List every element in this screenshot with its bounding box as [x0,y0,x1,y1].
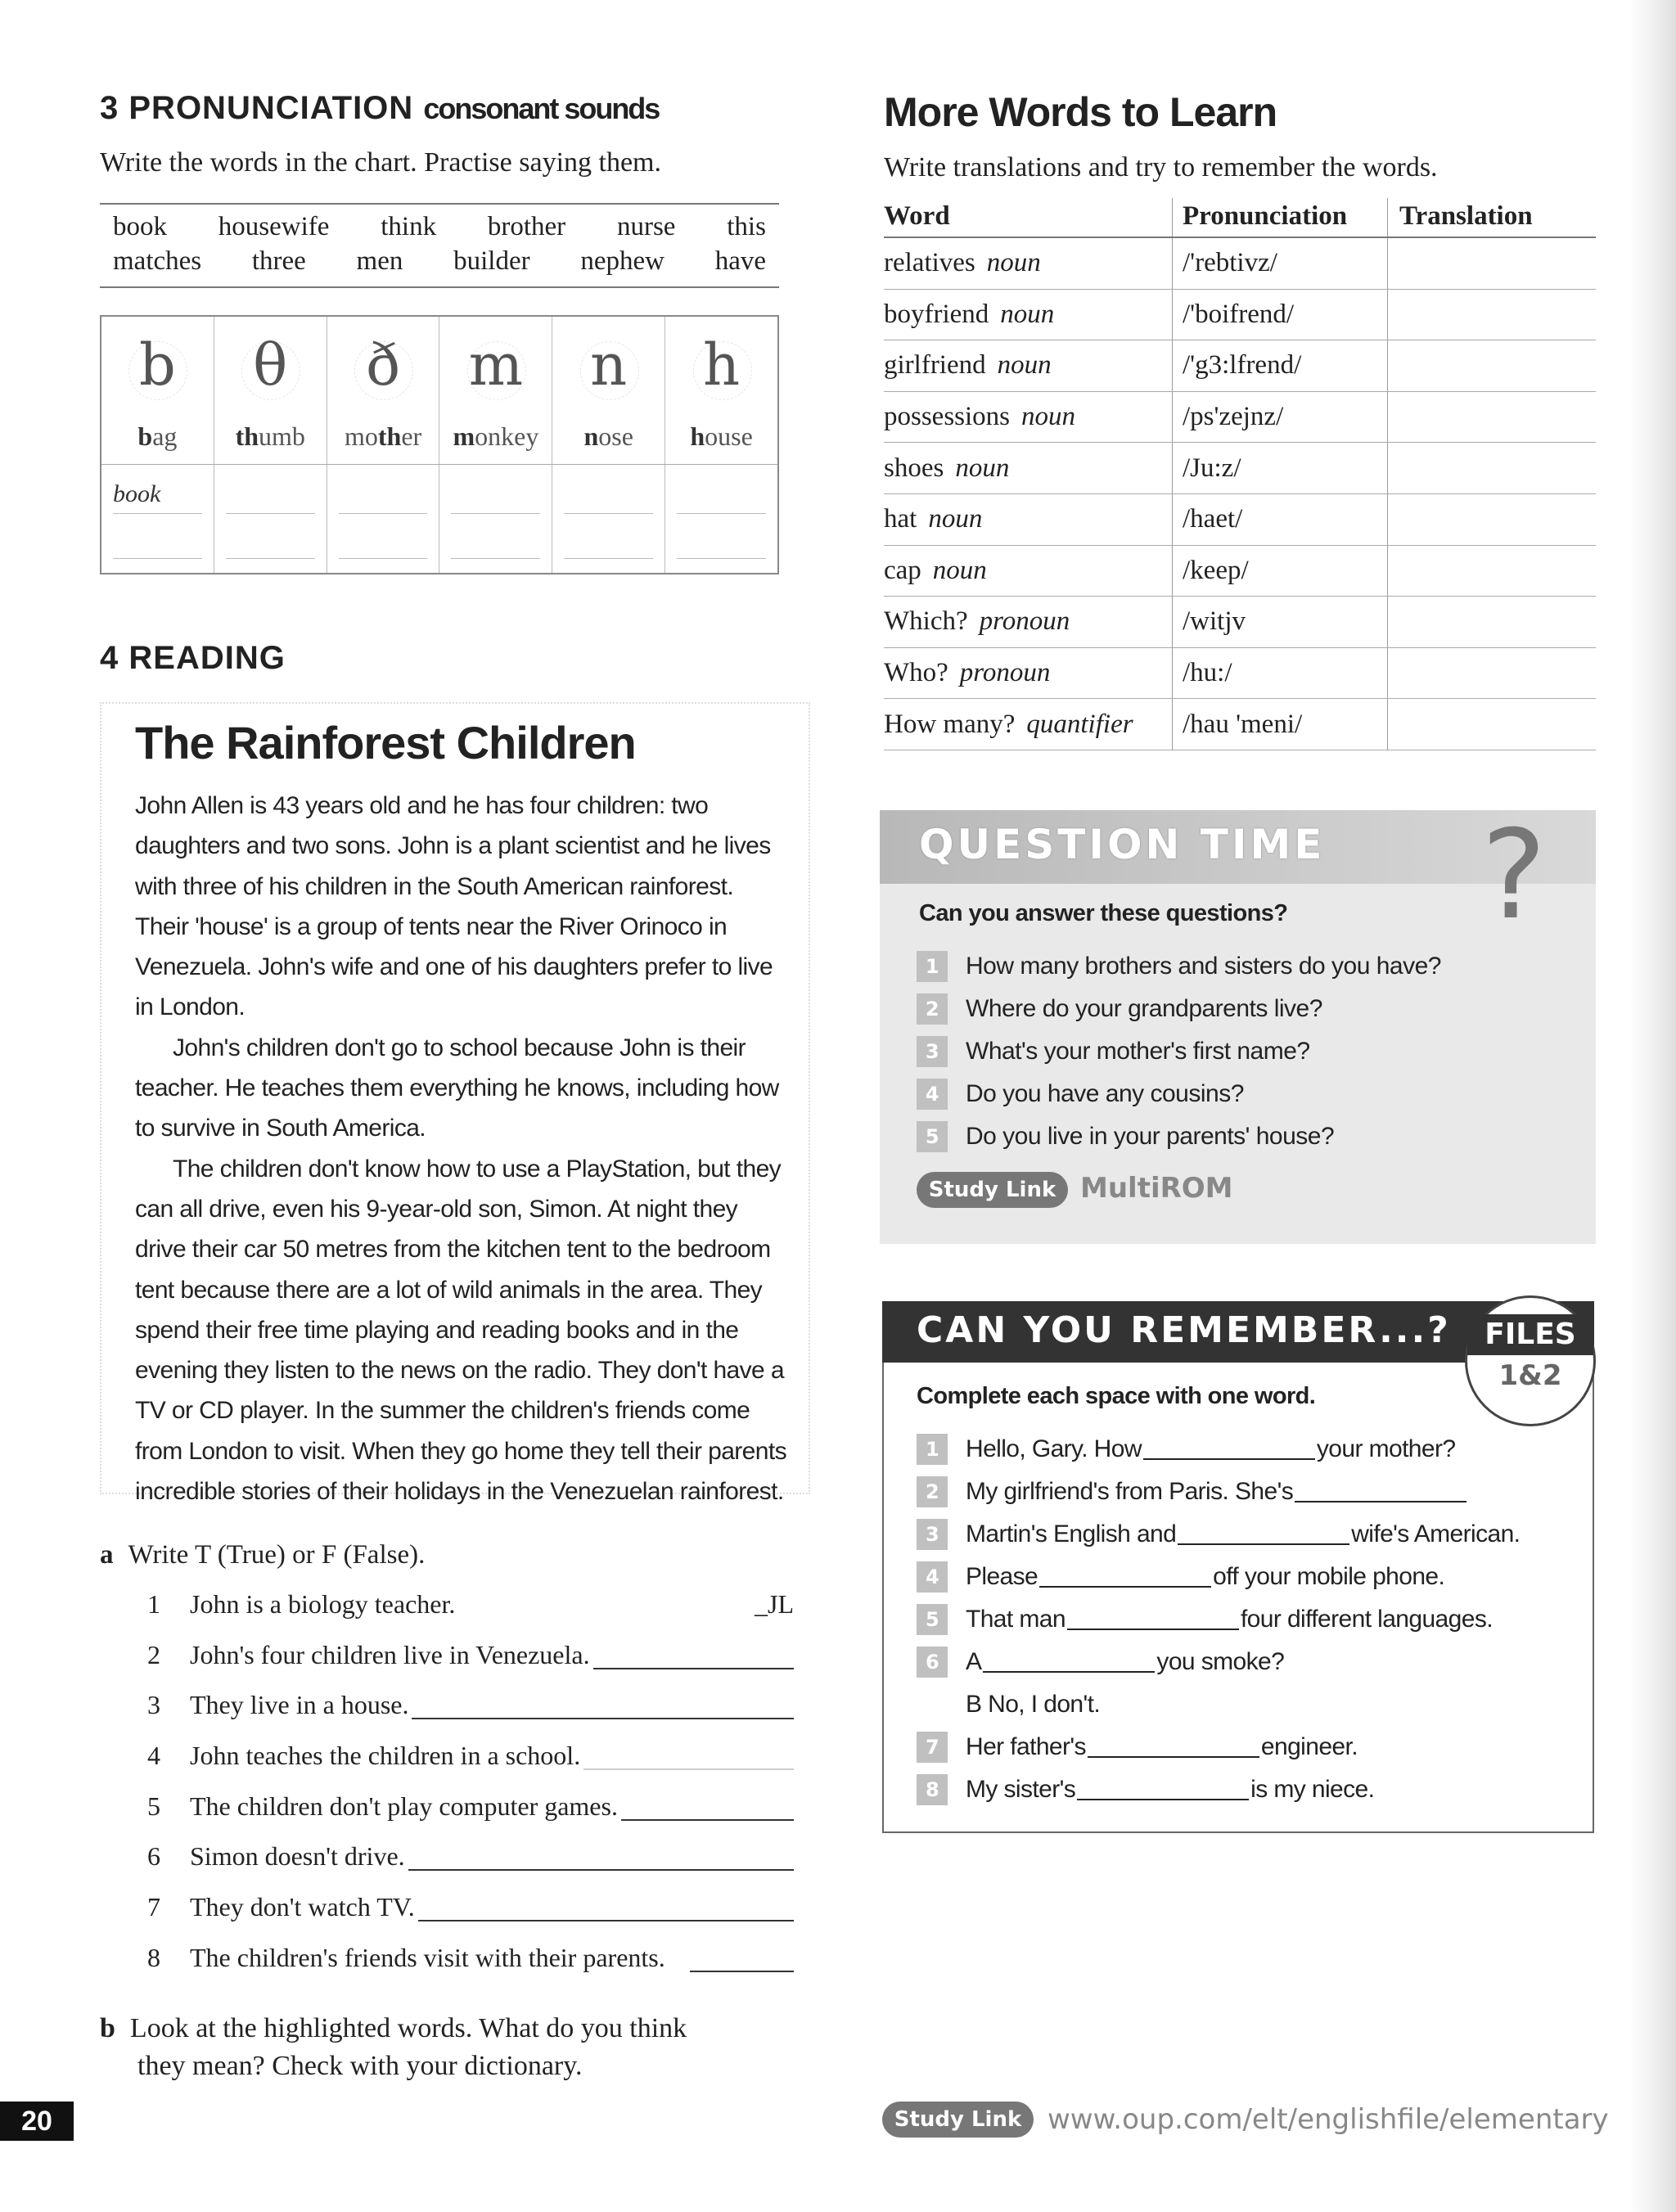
answer-cell[interactable] [564,558,653,559]
answer-cell[interactable] [339,558,428,559]
number-badge: 3 [917,1036,948,1067]
reading-text [135,786,790,1511]
item-text-after: off your mobile phone. [1213,1563,1445,1590]
word: three [251,246,306,276]
item-number: 5 [147,1791,160,1821]
list-item [917,1030,1441,1073]
item-number: 8 [147,1942,160,1972]
table-row [884,443,1596,494]
item-text: They live in a house. [190,1690,409,1720]
list-item [917,1768,1520,1811]
number-badge: 1 [917,951,948,982]
sound-example-word: house [690,421,753,451]
sound-chart [100,315,779,574]
sound-example-word: nose [583,421,633,451]
question-mark-icon: ? [1481,804,1547,947]
part-of-speech: pronoun [959,658,1051,688]
list-item [917,1598,1520,1641]
item-text: John is a biology teacher. [190,1589,456,1619]
number-badge: 5 [917,1604,948,1635]
part-of-speech: noun [1000,299,1055,329]
answer-blank[interactable] [1143,1439,1315,1460]
answer-blank[interactable] [1039,1566,1211,1588]
word: men [356,246,403,276]
item-text-before: B No, I don't. [966,1691,1101,1718]
question-time-subtitle: Can you answer these questions? [919,900,1288,926]
vocab-word: boyfriend [884,299,989,329]
translation-cell[interactable] [1388,493,1597,545]
pronunciation-cell: /Ju:z/ [1173,443,1388,494]
part-of-speech: noun [1021,402,1076,432]
answer-cell[interactable]: book [113,480,202,514]
tf-item [147,1943,794,1994]
files-badge-label: FILES [1467,1314,1593,1355]
answer-cell[interactable] [677,558,766,559]
answer-blank[interactable] [1077,1779,1249,1800]
table-row [884,237,1596,289]
completion-list [917,1428,1520,1811]
footer-url[interactable]: www.oup.com/elt/englishfile/elementary [1048,2103,1609,2136]
item-text-before: Hello, Gary. How [966,1435,1142,1462]
translation-cell[interactable] [1388,289,1597,340]
table-row [884,597,1596,648]
exercise-text: Write T (True) or F (False). [128,1540,426,1570]
pronunciation-heading [100,90,659,127]
item-text-before: Her father's [966,1733,1086,1760]
list-item [917,1641,1520,1683]
item-text-after: engineer. [1260,1733,1358,1760]
list-item [917,1073,1441,1115]
answer-line[interactable] [583,1741,794,1770]
translation-cell[interactable] [1388,597,1597,648]
item-number: 3 [147,1690,160,1720]
tf-item [147,1589,794,1640]
pronunciation-cell: /ps'zejnz/ [1173,391,1388,443]
word: this [727,212,766,241]
multirom-label: MultiROM [1080,1172,1233,1205]
exercise-letter: a [100,1540,114,1570]
vocab-word: How many? [884,709,1016,739]
translation-cell[interactable] [1388,699,1597,750]
list-item [917,1471,1520,1513]
tf-item [147,1841,794,1892]
part-of-speech: noun [986,248,1041,278]
tf-item [147,1741,794,1791]
reading-heading [100,640,286,677]
answer-line[interactable] [690,1943,794,1972]
exercise-a-instruction [100,1540,425,1570]
table-header-row [884,198,1596,237]
sound-column-nose [552,317,665,573]
section-number: 3 [100,90,119,126]
word: builder [453,246,530,276]
exercise-text: Look at the highlighted words. What do you think [129,2013,687,2043]
column-header: Word [884,198,1173,237]
answer-cell[interactable] [677,480,766,514]
reading-paragraph: The children don't know how to use a PlayStation, but they can all drive, even his 9-year-old son, Simon. At night they drive their car 50 metres from the kitchen tent to the bedroom tent because there are a lot of wild animals in the area. They spend their free time playing and reading books and in the evening they listen to the news on the radio. They don't have a TV or CD player. In the summer the children's friends come from London to visit. When they go home they tell their parents incredible stories of their holidays in the Venezuelan rainforest. [135,1155,786,1506]
vocab-word: girlfriend [884,350,986,381]
sound-column-thumb [214,317,327,573]
study-link-badge: Study Link [882,2102,1034,2138]
answer-line[interactable] [621,1791,794,1821]
number-badge: 3 [917,1519,948,1550]
vocab-word: cap [884,555,921,585]
answer-blank[interactable] [1067,1609,1239,1630]
item-text: John teaches the children in a school. [190,1741,581,1771]
word: brother [487,212,566,241]
answer-line[interactable] [593,1640,794,1669]
vocab-word: Which? [884,606,968,637]
translation-cell[interactable] [1388,545,1597,597]
table-row [884,699,1596,750]
sound-column-bag [101,317,214,573]
item-text-before: That man [966,1606,1066,1633]
item-text-before: My girlfriend's from Paris. She's [966,1478,1294,1505]
sound-column-house [665,317,777,573]
vocab-word: shoes [884,453,944,483]
table-row [884,340,1596,392]
question-time-title: QUESTION TIME [919,821,1326,868]
more-words-instruction: Write translations and try to remember the words. [884,152,1438,182]
files-badge [1465,1295,1596,1426]
list-item [917,1428,1520,1471]
item-number: 2 [147,1639,160,1669]
table-row [884,289,1596,340]
question-text: Where do your grandparents live? [966,995,1322,1022]
number-badge: 5 [917,1121,948,1152]
tf-item [147,1690,794,1741]
phonetic-symbol: b [139,331,176,399]
item-text-before: A [966,1648,982,1675]
reading-paragraph: John Allen is 43 years old and he has four children: two daughters and two sons. John is a plant scientist and he lives with three of his children in the South American rainforest. Their 'house' is a group of tents near the River Orinoco in Venezuela. John's wife and one of his daughters prefer to live in London. [135,792,773,1021]
word: have [714,246,766,276]
item-text-before: Please [966,1563,1038,1590]
pronunciation-cell: /keep/ [1173,545,1388,597]
phonetic-symbol: θ [253,331,288,399]
answer-line[interactable] [412,1690,794,1719]
phonetic-symbol: m [468,331,524,399]
section-number: 4 [100,640,119,676]
answer-cell[interactable] [339,480,428,514]
files-badge-number: 1&2 [1498,1359,1562,1392]
item-text-before: My sister's [966,1776,1076,1803]
number-badge: 8 [917,1774,948,1805]
reading-title: The Rainforest Children [135,717,636,768]
word: matches [113,246,202,276]
word: book [113,212,167,241]
translation-cell[interactable] [1388,391,1597,443]
translation-cell[interactable] [1388,647,1597,699]
answer-cell[interactable] [451,480,540,514]
item-number: 7 [147,1892,160,1922]
word: nephew [580,246,665,276]
more-words-title: More Words to Learn [884,89,1277,135]
question-text: What's your mother's first name? [966,1038,1310,1065]
number-badge: 4 [917,1561,948,1593]
item-text: The children's friends visit with their parents. [190,1942,665,1972]
list-item [917,1683,1520,1726]
item-text-after: you smoke? [1156,1648,1285,1675]
word-row [100,209,779,244]
sound-example-word: mother [344,421,422,451]
answer-line[interactable] [408,1841,794,1871]
vocab-word: hat [884,504,917,534]
exercise-letter: b [100,2013,115,2043]
table-row [884,391,1596,443]
vocab-word: relatives [884,248,975,278]
question-list [917,945,1441,1158]
section-subtitle: consonant sounds [423,92,660,125]
item-text: The children don't play computer games. [190,1791,618,1821]
word: housewife [218,212,330,241]
true-false-list [147,1589,794,1994]
part-of-speech: quantifier [1026,709,1133,739]
exercise-b-instruction [100,2010,804,2085]
item-number: 6 [147,1841,160,1872]
vocab-word: possessions [884,402,1011,432]
page-number: 20 [0,2102,74,2141]
section-title: READING [128,640,286,676]
answer-blank[interactable] [983,1651,1155,1673]
answer-cell[interactable] [113,558,202,559]
section-title: PRONUNCIATION [128,90,414,126]
item-text: They don't watch TV. [190,1892,415,1922]
word: think [381,212,437,241]
item-text-after: is my niece. [1250,1776,1375,1803]
sound-column-monkey [439,317,552,573]
phonetic-symbol: h [703,331,741,399]
pronunciation-cell: /'g3:lfrend/ [1173,340,1388,392]
answer-cell[interactable] [451,558,540,559]
pronunciation-cell: /hau 'meni/ [1173,699,1388,750]
list-item [917,1115,1441,1158]
part-of-speech: pronoun [979,606,1070,637]
list-item [917,1556,1520,1598]
column-header: Translation [1388,198,1597,237]
answer-blank[interactable] [1178,1524,1349,1545]
translation-cell[interactable] [1388,237,1597,289]
table-row [884,647,1596,699]
part-of-speech: noun [955,453,1010,483]
tf-item [147,1892,794,1943]
answer-cell[interactable] [226,558,315,559]
table-row [884,545,1596,597]
chart-divider [101,464,777,465]
question-text: Do you have any cousins? [966,1080,1244,1107]
answer-blank[interactable] [1295,1481,1466,1502]
can-you-remember-title: CAN YOU REMEMBER...? [917,1309,1451,1351]
item-text-before: Martin's English and [966,1520,1177,1547]
pronunciation-cell: /'rebtivz/ [1173,237,1388,289]
pronunciation-cell: /hu:/ [1173,647,1388,699]
reading-paragraph: John's children don't go to school because John is their teacher. He teaches them everything he knows, including how to survive in South America. [135,1034,779,1142]
part-of-speech: noun [932,555,987,585]
number-badge: 6 [917,1647,948,1678]
number-badge: 2 [917,993,948,1025]
item-text: John's four children live in Venezuela. [190,1639,590,1669]
sound-example-word: thumb [235,421,305,451]
vocabulary-table [884,198,1596,750]
item-text: Simon doesn't drive. [190,1841,405,1872]
pronunciation-cell: /witjv [1173,597,1388,648]
item-number: 4 [147,1741,160,1771]
word: nurse [616,212,676,241]
part-of-speech: noun [997,350,1052,381]
pronunciation-cell: /haet/ [1173,493,1388,545]
item-text-after: wife's American. [1351,1520,1521,1547]
part-of-speech: noun [928,504,983,534]
answer-cell[interactable] [226,480,315,514]
translation-cell[interactable] [1388,443,1597,494]
word-row [100,244,779,278]
answer-blank[interactable] [1088,1737,1259,1758]
study-link-badge: Study Link [917,1172,1068,1208]
column-header: Pronunciation [1173,198,1388,237]
question-text: How many brothers and sisters do you have? [966,953,1441,980]
answer-line[interactable] [418,1892,794,1921]
tf-item [147,1640,794,1691]
number-badge: 1 [917,1434,948,1465]
item-text-after: your mother? [1316,1435,1456,1462]
phonetic-symbol: ð [365,331,401,399]
vocab-word: Who? [884,658,948,688]
word-box [100,203,779,288]
tf-item [147,1791,794,1842]
table-row [884,493,1596,545]
sound-example-word: monkey [453,421,539,451]
pronunciation-instruction: Write the words in the chart. Practise saying them. [100,147,661,178]
list-item [917,1513,1520,1556]
answer-cell[interactable] [564,480,653,514]
sound-example-word: bag [137,421,178,451]
translation-cell[interactable] [1388,340,1597,392]
number-badge: 7 [917,1732,948,1763]
item-text-after: four different languages. [1240,1606,1493,1633]
sound-column-mother [327,317,440,573]
can-you-remember-subtitle: Complete each space with one word. [917,1383,1316,1409]
question-text: Do you live in your parents' house? [966,1123,1335,1150]
exercise-text: they mean? Check with your dictionary. [137,2051,583,2081]
list-item [917,1726,1520,1768]
number-badge: 4 [917,1079,948,1110]
item-number: 1 [147,1589,160,1619]
list-item [917,945,1441,988]
page-edge-shadow [1629,0,1676,2212]
item-answer[interactable]: _JL [755,1589,794,1619]
phonetic-symbol: n [590,331,628,399]
number-badge: 2 [917,1476,948,1507]
list-item [917,988,1441,1030]
pronunciation-cell: /'boifrend/ [1173,289,1388,340]
